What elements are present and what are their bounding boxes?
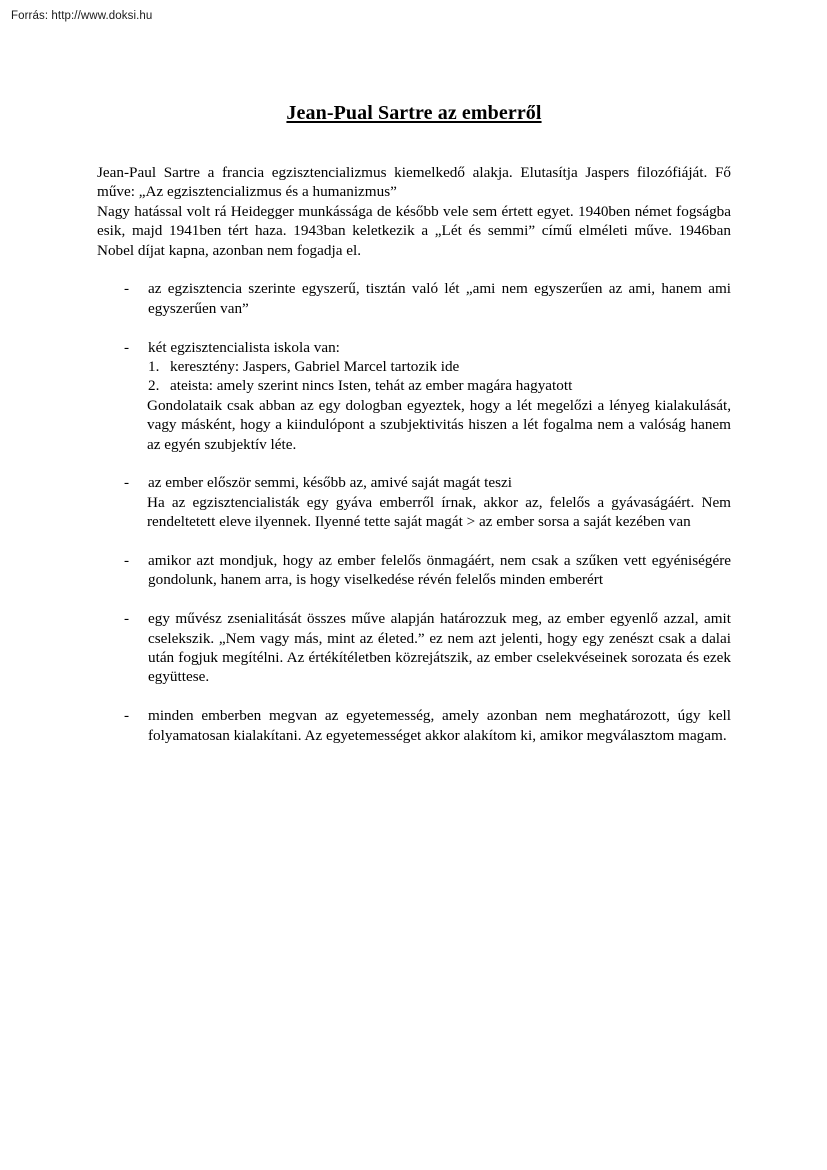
intro-paragraph-2: Nagy hatással volt rá Heidegger munkássága de később vele sem értett egyet. 1940ben német fogságba esik, majd 1941ben tért haza. 1943ban keletkezik a „Lét és semmi” című elméleti műve. 1946ban Nobel díjat kapna, azonban nem fogadja el. — [97, 202, 731, 259]
list-item-followup-text: Ha az egzisztencialisták egy gyáva emberről írnak, akkor az, felelős a gyávaságáért. Nem rendeltetett eleve ilyennek. Ilyenné tette saját magát > az ember sorsa a saját kezében van — [147, 493, 731, 531]
points-list — [97, 279, 731, 745]
list-item — [97, 279, 731, 318]
numbered-list-item-text: ateista: amely szerint nincs Isten, tehát az ember magára hagyatott — [170, 377, 573, 395]
numbered-list-item-text: keresztény: Jaspers, Gabriel Marcel tartozik ide — [170, 358, 460, 376]
list-item — [97, 473, 731, 531]
dash-bullet-icon: - — [124, 474, 130, 492]
list-item-text: az egzisztencia szerinte egyszerű, tisztán való lét „ami nem egyszerűen az ami, hanem ami egyszerűen van” — [148, 280, 731, 317]
dash-bullet-icon: - — [124, 338, 130, 356]
numbered-marker: 2. — [148, 377, 160, 395]
document-body — [97, 163, 731, 745]
dash-bullet-icon: - — [124, 610, 130, 628]
list-item — [97, 609, 731, 687]
list-item — [97, 706, 731, 745]
intro-paragraph-1: Jean-Paul Sartre a francia egzisztencializmus kiemelkedő alakja. Elutasítja Jaspers filozófiáját. Fő műve: „Az egzisztencializmus és a humanizmus” — [97, 164, 731, 201]
list-item-text: amikor azt mondjuk, hogy az ember felelős önmagáért, nem csak a szűken vett egyéniségére gondolunk, hanem arra, is hogy viselkedése révén felelős minden emberért — [148, 552, 731, 589]
list-item — [97, 338, 731, 454]
list-item — [97, 551, 731, 590]
dash-bullet-icon: - — [124, 707, 130, 725]
page-title — [97, 101, 731, 125]
numbered-list-item — [148, 357, 731, 376]
numbered-list-item — [148, 376, 731, 395]
list-item-text: egy művész zsenialitását összes műve alapján határozzuk meg, az ember egyenlő azzal, amit cselekszik. „Nem vagy más, mint az életed.” ez nem azt jelenti, hogy egy zenészt csak a dalai után fogjuk megítélni. Az értékítéletben közrejátszik, az ember cselekvéseinek sorozata és ezek együttese. — [148, 610, 731, 686]
list-item-text: az ember először semmi, később az, amivé saját magát teszi — [148, 474, 512, 492]
dash-bullet-icon: - — [124, 552, 130, 570]
numbered-marker: 1. — [148, 358, 160, 376]
list-item-followup-text: Gondolataik csak abban az egy dologban egyeztek, hogy a lét megelőzi a lényeg kialakulását, vagy másként, hogy a kiindulópont a szubjektivitás hiszen a lét fogalma nem a valóság hanem az egyén szubjektív léte. — [147, 396, 731, 453]
schools-numbered-list — [148, 357, 731, 396]
source-url-header: Forrás: http://www.doksi.hu — [11, 10, 153, 22]
dash-bullet-icon: - — [124, 280, 130, 298]
list-item-text: két egzisztencialista iskola van: — [148, 338, 340, 356]
page-title-text: Jean-Pual Sartre az emberről — [286, 102, 542, 124]
list-item-text: minden emberben megvan az egyetemesség, amely azonban nem meghatározott, úgy kell folyamatosan kialakítani. Az egyetemességet akkor alakítom ki, amikor megválasztom magam. — [148, 707, 731, 744]
